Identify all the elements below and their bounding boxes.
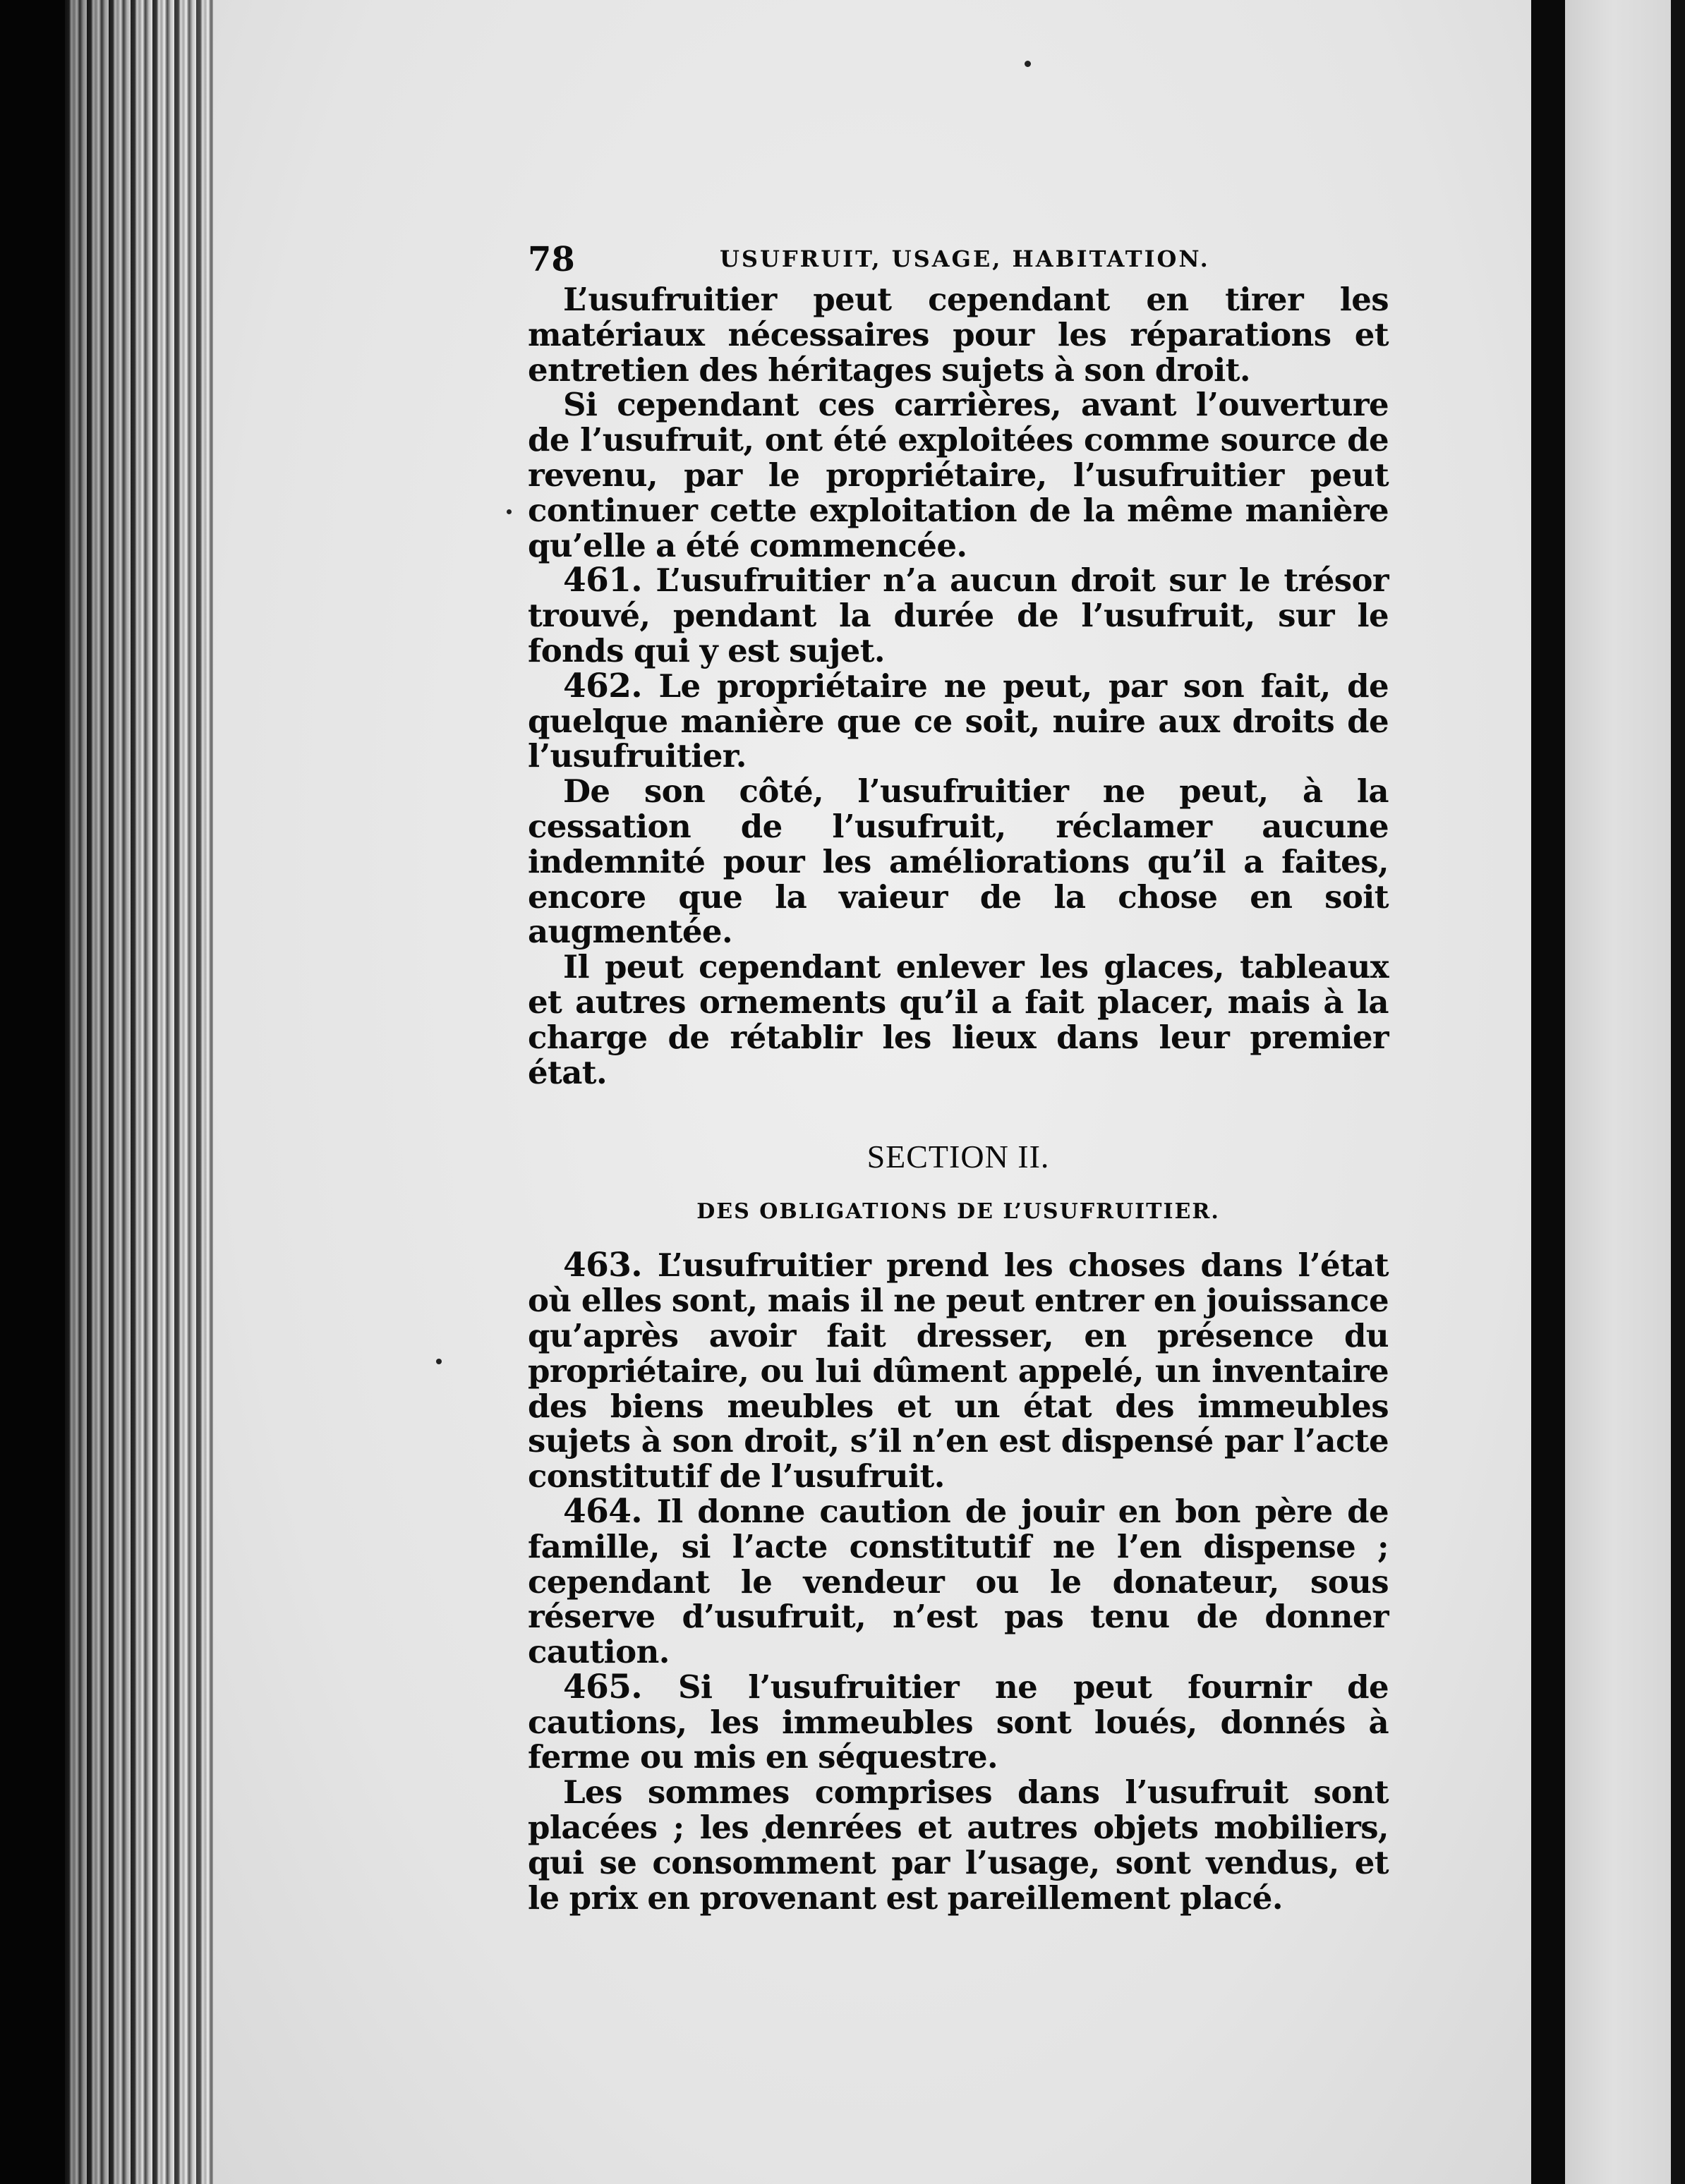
paragraph-text: Il donne caution de jouir en bon père de famille, si l’acte constitutif ne l’en dispense ; cependant le vendeur ou le donateur, sous réserve d’usufruit, n’est pas tenu de donner caution. bbox=[528, 1492, 1389, 1671]
page-text-block bbox=[528, 233, 1389, 1915]
body-paragraph bbox=[528, 774, 1389, 950]
paragraph-text: L’usufruitier n’a aucun droit sur le trésor trouvé, pendant la durée de l’usufruit, sur le fonds qui y est sujet. bbox=[528, 562, 1389, 669]
section-subheading: DES OBLIGATIONS DE L’USUFRUITIER. bbox=[696, 1199, 1220, 1225]
paragraph-text: Le propriétaire ne peut, par son fait, de quelque manière que ce soit, nuire aux droits de l’usufruitier. bbox=[528, 667, 1389, 775]
book-gutter bbox=[1531, 0, 1565, 2184]
article-number: 463. bbox=[563, 1246, 643, 1285]
running-title: USUFRUIT, USAGE, HABITATION. bbox=[720, 245, 1210, 272]
article-number: 462. bbox=[563, 666, 643, 705]
article-number: 461. bbox=[563, 561, 643, 600]
paragraph-text: Les sommes comprises dans l’usufruit sont placées ; les denrées et autres objets mobiliers, qui se consomment par l’usage, sont vendus, et le prix en provenant est pareillement placé. bbox=[528, 1773, 1389, 1917]
page-number: 78 bbox=[528, 240, 575, 279]
section-heading: SECTION II. bbox=[866, 1139, 1050, 1175]
body-paragraph bbox=[528, 950, 1389, 1090]
article-number: 465. bbox=[563, 1667, 643, 1706]
article-paragraph bbox=[528, 666, 1389, 775]
paragraph-text: Si cependant ces carrières, avant l’ouverture de l’usufruit, ont été exploitées comme source de revenu, par le propriétaire, l’usufruitier peut continuer cette exploitation de la même manière qu’elle a été commencée. bbox=[528, 386, 1389, 564]
paragraph-text: De son côté, l’usufruitier ne peut, à la cessation de l’usufruit, réclamer aucune indemnité pour les améliorations qu’il a faites, encore que la vaieur de la chose en soit augmentée. bbox=[528, 772, 1389, 951]
paragraph-text: Si l’usufruitier ne peut fournir de cautions, les immeubles sont loués, donnés à ferme ou mis en séquestre. bbox=[528, 1668, 1389, 1776]
paragraphs-before-section bbox=[528, 282, 1389, 1090]
scanner-background-left bbox=[0, 0, 65, 2184]
article-paragraph bbox=[528, 1491, 1389, 1671]
article-paragraph bbox=[528, 563, 1389, 668]
book-page-edges bbox=[65, 0, 213, 2184]
body-paragraph bbox=[528, 387, 1389, 563]
paragraph-text: L’usufruitier prend les choses dans l’état où elles sont, mais il ne peut entrer en jouissance qu’après avoir fait dresser, en présence du propriétaire, ou lui dûment appelé, un inventaire des biens meubles et un état des immeubles sujets à son droit, s’il n’en est dispensé par l’acte constitutif de l’usufruit. bbox=[528, 1246, 1389, 1496]
paragraph-text: Il peut cependant enlever les glaces, tableaux et autres ornements qu’il a fait placer, mais à la charge de rétablir les lieux dans leur premier état. bbox=[528, 948, 1389, 1091]
paragraphs-after-section bbox=[528, 1248, 1389, 1915]
scanner-background-right bbox=[1671, 0, 1685, 2184]
body-paragraph bbox=[528, 282, 1389, 387]
scan-speck bbox=[1025, 61, 1031, 67]
paragraph-text: L’usufruitier peut cependant en tirer les matériaux nécessaires pour les réparations et entretien des héritages sujets à son droit. bbox=[528, 281, 1389, 389]
article-paragraph bbox=[528, 1667, 1389, 1776]
scan-speck bbox=[436, 1359, 442, 1364]
scan-speck bbox=[507, 509, 512, 514]
adjacent-page-strip bbox=[1565, 0, 1685, 2184]
article-paragraph bbox=[528, 1248, 1389, 1494]
article-number: 464. bbox=[563, 1491, 643, 1531]
body-paragraph bbox=[528, 1775, 1389, 1915]
running-head bbox=[528, 233, 1389, 282]
